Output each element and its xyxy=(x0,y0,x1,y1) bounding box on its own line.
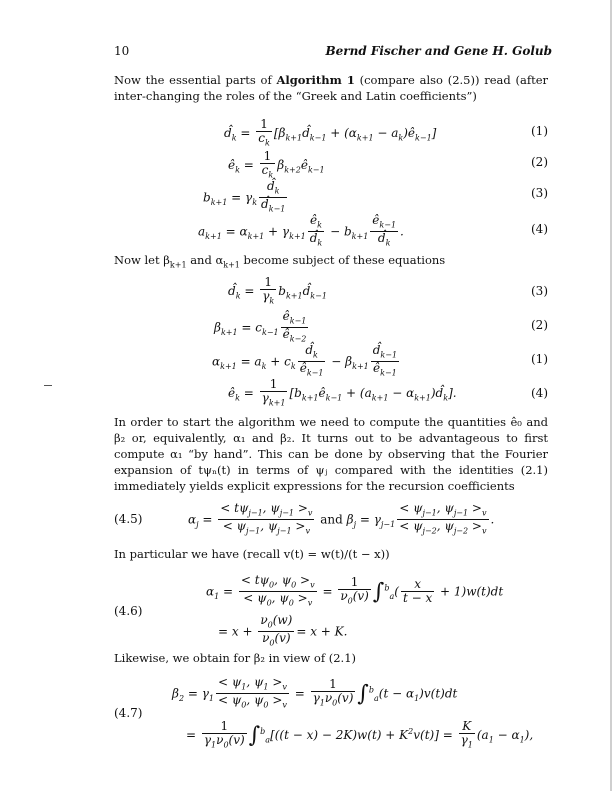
equation-number: (4) xyxy=(531,386,548,400)
equation-beta: $\beta_{k+1} = c_{k-1}$ $\frac{ê_{k-1}}{ê_{k-2}}$ xyxy=(214,309,307,344)
equation-number: (1) xyxy=(531,352,548,366)
page-number: 10 xyxy=(114,44,130,58)
equation-alpha: $\alpha_{k+1} = a_k + c_k$ $\frac{d̂_k}{ê_{k-1}}$ − $\beta_{k+1}$ $\frac{d̂_{k-1}}{ê_{k-1}}$ xyxy=(212,343,398,378)
equation-a: $a_{k+1} = \alpha_{k+1} + \gamma_{k+1}$ $\frac{ê_k}{d̂_k}$ − $b_{k+1}$ $\frac{ê_{k-1}}{d̂_k}$ . xyxy=(198,213,404,248)
equation-4-6-line1: $\alpha_1$ = $\frac{< t\psi_0, \psi_0 >_v}{< \psi_0, \psi_0 >_v}$ = $\frac{1}{\nu_0(v)}$ ∫$^b_a$( $\frac{x}{t - x}$ + 1)w(t)dt xyxy=(206,573,504,608)
equation-label: (4.7) xyxy=(114,706,143,720)
paragraph-particular: In particular we have (recall v(t) = w(t)/(t − x)) xyxy=(114,547,390,561)
paragraph-intro: Now the essential parts of Algorithm 1 (compare also (2.5)) read (after inter-changing the roles of the “Greek and Latin coefficients”) xyxy=(114,73,548,103)
equation-number: (2) xyxy=(531,155,548,169)
equation-b: $b_{k+1} = \gamma_k$ $\frac{d̂_k}{d̂_{k-1}}$ xyxy=(203,179,286,214)
equation-number: (3) xyxy=(531,284,548,298)
equation-number: (3) xyxy=(531,186,548,200)
running-head: Bernd Fischer and Gene H. Golub xyxy=(325,44,552,58)
equation-e-hat-2: $ê_k$ = $\frac{1}{\gamma_{k+1}}$ [$b_{k+1}ê_{k-1} + (a_{k+1}$ − $\alpha_{k+1})d̂_k$]. xyxy=(228,377,457,408)
equation-4-5: $\alpha_j$ = $\frac{< t\psi_{j-1}, \psi_{j-1} >_v}{< \psi_{j-1}, \psi_{j-1} >_v}$ and $\beta_j = \gamma_{j-1}$ $\frac{< \psi_{j-1}, \psi_{j-1} >_v}{< \psi_{j-2}, \psi_{j-2} >_v}$ . xyxy=(188,501,495,536)
equation-number: (2) xyxy=(531,318,548,332)
equation-label: (4.5) xyxy=(114,512,143,526)
equation-4-7-line2: = $\frac{1}{\gamma_1\nu_0(v)}$ $\int^b_a[((t - x) - 2K)w(t) + K^2v(t)]$ = $\frac{K}{\gamma_1}$ $(a_1 - \alpha_1)$, xyxy=(186,719,534,750)
equation-number: (4) xyxy=(531,222,548,236)
equation-d-hat: $d̂_k$ = $\frac{1}{c_k}$ [$\beta_{k+1}d̂_{k-1} + (\alpha_{k+1}$ − $a_k)ê_{k-1}$] xyxy=(224,117,437,148)
equation-d-hat-2: $d̂_k$ = $\frac{1}{\gamma_k}$ $b_{k+1}d̂_{k-1}$ xyxy=(228,275,327,306)
equation-label: (4.6) xyxy=(114,604,143,618)
equation-4-7-line1: $\beta_2 = \gamma_1$ $\frac{< \psi_1, \psi_1 >_v}{< \psi_0, \psi_0 >_v}$ = $\frac{1}{\gamma_1\nu_0(v)}$ $\int^b_a(t - \alpha_1)v(t)dt$ xyxy=(172,675,458,710)
equation-4-6-line2: = x + $\frac{\nu_0(w)}{\nu_0(v)}$ = x + K. xyxy=(218,613,348,648)
paragraph-start: In order to start the algorithm we need to compute the quantities ê₀ and β₂ or, equivalently, α₁ and β₂. It turns out to be advantageous to first compute α₁ “by hand”. This can be done by observing that the Fourier expansion of tψₙ(t) in terms of ψⱼ compared with the identities (2.1) immediately yields explicit expressions for the recursion coefficients xyxy=(114,415,548,493)
paragraph-subject: Now let $\beta_{k+1}$ and $\alpha_{k+1}$ become subject of these equations xyxy=(114,253,446,270)
equation-e-hat: $ê_k$ = $\frac{1}{c_k}$ $\beta_{k+2}ê_{k-1}$ xyxy=(228,149,325,180)
paragraph-likewise: Likewise, we obtain for β₂ in view of (2.1) xyxy=(114,651,356,665)
margin-mark xyxy=(44,385,52,386)
equation-number: (1) xyxy=(531,124,548,138)
